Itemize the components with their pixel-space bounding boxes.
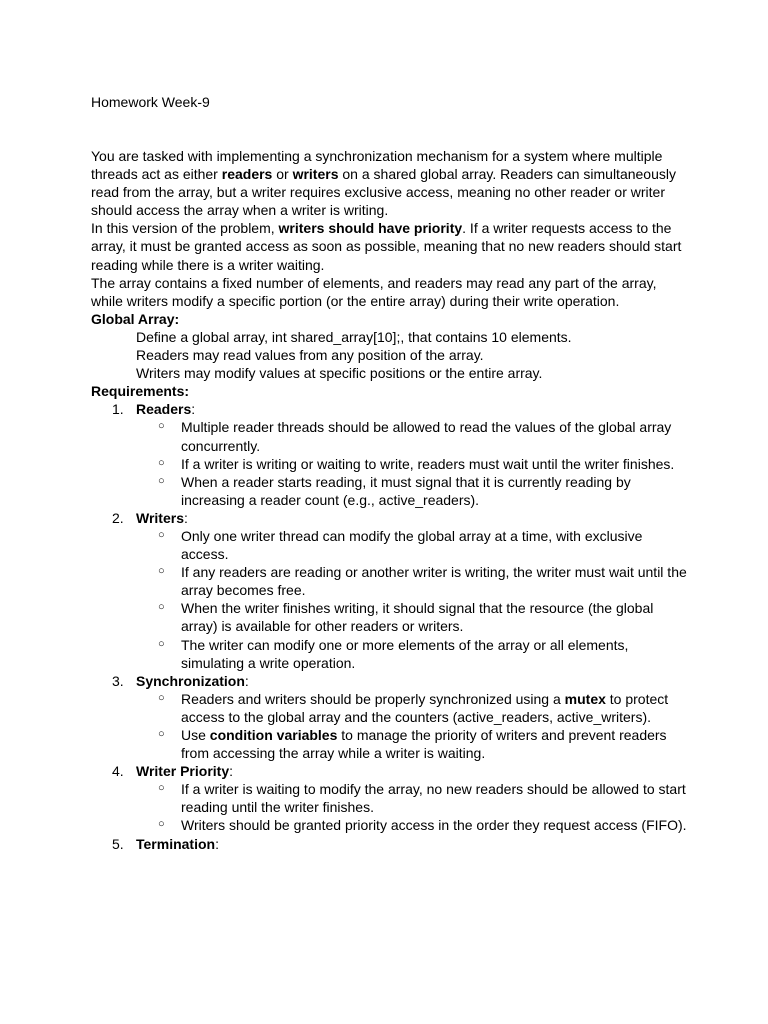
bullet-circle-icon: ○ bbox=[158, 691, 165, 704]
list-item: ○ If any readers are reading or another writer is writing, the writer must wait until the array becomes free. bbox=[158, 564, 687, 599]
list-item: ○ When a reader starts reading, it must signal that it is currently reading by increasing a reader count (e.g., active_readers). bbox=[158, 473, 631, 508]
list-item: ○ When the writer finishes writing, it should signal that the resource (the global array) is available for other readers or writers. bbox=[158, 600, 654, 635]
intro-paragraph-1: You are tasked with implementing a synchronization mechanism for a system where multiple threads act as either readers or writers on a shared global array. Readers can simultaneously read from the array, but a writer requires exclusive access, meaning no other reader or writer should access the array when a writer is writing. bbox=[91, 148, 676, 219]
requirement-termination: 5. Termination: bbox=[112, 835, 219, 852]
bullet-circle-icon: ○ bbox=[158, 565, 165, 578]
requirement-label: Termination bbox=[136, 835, 216, 852]
bullet-circle-icon: ○ bbox=[158, 818, 165, 831]
list-item: ○ If a writer is waiting to modify the array, no new readers should be allowed to start reading until the writer finishes. bbox=[158, 781, 686, 816]
list-item: ○ The writer can modify one or more elements of the array or all elements, simulating a write operation. bbox=[158, 636, 629, 671]
requirements-list bbox=[91, 400, 691, 852]
list-item: ○ Only one writer thread can modify the global array at a time, with exclusive access. bbox=[158, 527, 643, 563]
global-array-line: Define a global array, int shared_array[10];, that contains 10 elements. bbox=[136, 328, 572, 345]
intro-paragraph-2: In this version of the problem, writers should have priority. If a writer requests access to the array, it must be granted access as soon as possible, meaning that no new readers should start reading while there is a writer waiting. bbox=[91, 220, 682, 273]
requirement-writers: 2. Writers: ○ Only one writer thread can modify the global array at a time, with exclusive access. ○ If any readers are reading or another writer is writing, the writer must wait until the array becomes free. ○ When the writer finishes writing, it should signal that the resource (the global array) is available for other readers or writers. ○ The writer can modify one or more elements of the array or all elements, simulating a write operation. bbox=[91, 509, 691, 672]
global-array-line: Readers may read values from any position of the array. bbox=[136, 347, 484, 364]
requirement-label: Writers bbox=[136, 509, 184, 526]
bullet-circle-icon: ○ bbox=[158, 782, 165, 795]
list-number: 1. bbox=[112, 401, 124, 418]
requirements-heading: Requirements: bbox=[91, 383, 190, 400]
document-body bbox=[91, 147, 691, 853]
global-array-line: Writers may modify values at specific positions or the entire array. bbox=[136, 365, 543, 382]
list-item: ○ Multiple reader threads should be allowed to read the values of the global array concurrently. bbox=[158, 419, 672, 454]
requirement-label: Writer Priority bbox=[136, 763, 230, 780]
bullet-circle-icon: ○ bbox=[158, 456, 165, 469]
bullet-circle-icon: ○ bbox=[158, 601, 165, 614]
bullet-circle-icon: ○ bbox=[158, 728, 165, 740]
list-number: 5. bbox=[112, 835, 124, 852]
bullet-circle-icon: ○ bbox=[158, 420, 165, 433]
list-item: ○ Readers and writers should be properly synchronized using a mutex to protect access to the global array and the counters (active_readers, active_writers). bbox=[158, 690, 669, 725]
list-number: 2. bbox=[112, 509, 124, 526]
requirement-writer-priority: 4. Writer Priority: ○ If a writer is waiting to modify the array, no new readers should be allowed to start reading until the writer finishes. ○ Writers should be granted priority access in the order they request access (FIFO). bbox=[91, 762, 691, 834]
list-number: 3. bbox=[112, 672, 124, 689]
bullet-circle-icon: ○ bbox=[158, 474, 165, 487]
requirement-label: Readers bbox=[136, 401, 192, 418]
document-title: Homework Week-9 bbox=[91, 94, 210, 110]
list-item: ○ If a writer is writing or waiting to write, readers must wait until the writer finishes. bbox=[158, 455, 675, 472]
requirement-label: Synchronization bbox=[136, 672, 245, 689]
bullet-circle-icon: ○ bbox=[158, 528, 165, 541]
requirement-synchronization: 3. Synchronization: ○ Readers and writers should be properly synchronized using a mutex to protect access to the global array and the counters (active_readers, active_writers). ○ Use condition variables to manage the priority of writers and prevent readers from accessing the array while a writer is waiting. bbox=[91, 672, 691, 762]
list-number: 4. bbox=[112, 763, 124, 780]
list-item: ○ Writers should be granted priority access in the order they request access (FIFO). bbox=[158, 817, 687, 834]
requirement-readers: 1. Readers: ○ Multiple reader threads should be allowed to read the values of the global array concurrently. ○ If a writer is writing or waiting to write, readers must wait until the writer finishes. ○ When a reader starts reading, it must signal that it is currently reading by increasing a reader count (e.g., active_readers). bbox=[91, 400, 691, 509]
list-item: ○ Use condition variables to manage the priority of writers and prevent readers from accessing the array while a writer is waiting. bbox=[158, 727, 667, 762]
intro-paragraph-3: The array contains a fixed number of elements, and readers may read any part of the array, while writers modify a specific portion (or the entire array) during their write operation. bbox=[91, 274, 657, 309]
global-array-heading: Global Array: bbox=[91, 310, 180, 327]
bullet-circle-icon: ○ bbox=[158, 637, 165, 650]
